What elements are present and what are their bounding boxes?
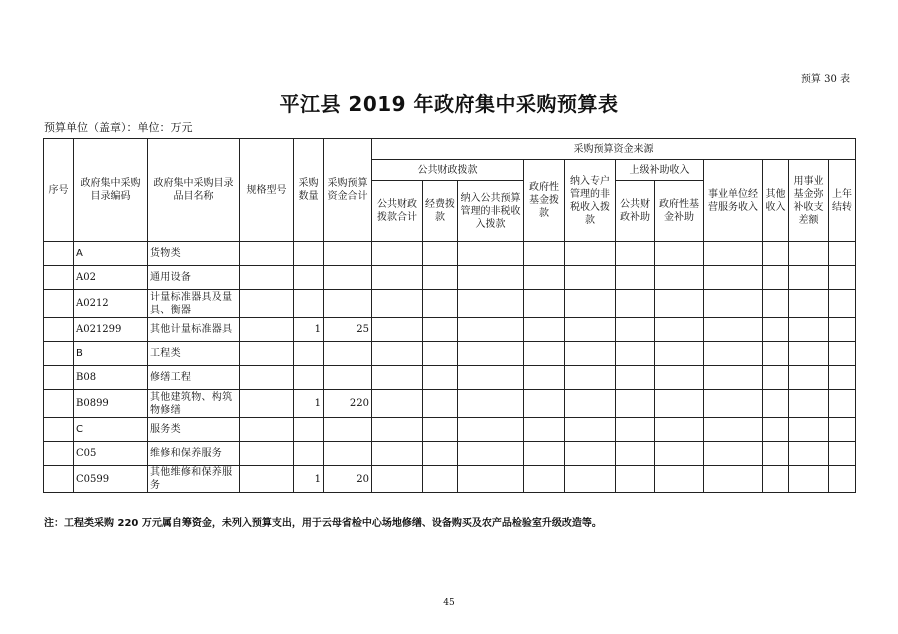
cell-source xyxy=(704,418,763,442)
cell-seq xyxy=(44,290,74,318)
cell-source xyxy=(789,390,829,418)
cell-source xyxy=(789,442,829,466)
table-row xyxy=(44,342,856,366)
cell-source xyxy=(616,390,655,418)
cell-source xyxy=(423,318,458,342)
cell-total xyxy=(324,242,372,266)
cell-total: 20 xyxy=(324,466,372,493)
cell-seq xyxy=(44,342,74,366)
cell-source xyxy=(458,318,524,342)
cell-spec xyxy=(240,318,294,342)
procurement-table xyxy=(43,138,856,493)
cell-source xyxy=(763,242,789,266)
cell-seq xyxy=(44,390,74,418)
cell-source xyxy=(655,366,704,390)
cell-spec xyxy=(240,242,294,266)
cell-source xyxy=(524,318,565,342)
footnote: 注：工程类采购 220 万元属自筹资金，未列入预算支出，用于云母省检中心场地修缮、设备购买及农产品检验室升级改造等。 xyxy=(44,518,602,529)
header-superior-subsidy: 上级补助收入 xyxy=(616,160,704,181)
cell-source xyxy=(458,390,524,418)
cell-source xyxy=(789,418,829,442)
cell-name: 通用设备 xyxy=(148,266,240,290)
cell-source xyxy=(458,366,524,390)
header-seq: 序号 xyxy=(44,139,74,242)
cell-source xyxy=(704,466,763,493)
cell-spec xyxy=(240,442,294,466)
cell-source xyxy=(829,366,856,390)
cell-spec xyxy=(240,266,294,290)
cell-name: 其他建筑物、构筑物修缮 xyxy=(148,390,240,418)
cell-source xyxy=(616,266,655,290)
cell-source xyxy=(616,366,655,390)
cell-name: 其他维修和保养服务 xyxy=(148,466,240,493)
cell-name: 其他计量标准器具 xyxy=(148,318,240,342)
cell-source xyxy=(763,366,789,390)
header-carryover: 上年结转 xyxy=(829,160,856,242)
cell-seq xyxy=(44,418,74,442)
cell-source xyxy=(829,442,856,466)
cell-qty xyxy=(294,242,324,266)
cell-qty: 1 xyxy=(294,390,324,418)
header-operating-fund: 经费拨款 xyxy=(423,181,458,242)
table-row xyxy=(44,318,856,342)
header-source: 采购预算资金来源 xyxy=(372,139,856,160)
cell-source xyxy=(655,342,704,366)
cell-source xyxy=(524,342,565,366)
cell-total xyxy=(324,290,372,318)
cell-seq xyxy=(44,318,74,342)
header-catalog-name: 政府集中采购目录品目名称 xyxy=(148,139,240,242)
cell-source xyxy=(372,290,423,318)
cell-source xyxy=(458,342,524,366)
cell-name: 服务类 xyxy=(148,418,240,442)
table-row xyxy=(44,366,856,390)
cell-source xyxy=(704,318,763,342)
cell-source xyxy=(829,342,856,366)
cell-source xyxy=(423,418,458,442)
cell-source xyxy=(423,466,458,493)
cell-source xyxy=(704,242,763,266)
cell-source xyxy=(372,342,423,366)
cell-source xyxy=(423,390,458,418)
cell-total xyxy=(324,366,372,390)
cell-total: 25 xyxy=(324,318,372,342)
cell-source xyxy=(616,318,655,342)
cell-source xyxy=(655,290,704,318)
cell-source xyxy=(616,290,655,318)
cell-source xyxy=(423,342,458,366)
cell-source xyxy=(458,266,524,290)
cell-source xyxy=(829,390,856,418)
cell-seq xyxy=(44,442,74,466)
cell-total xyxy=(324,342,372,366)
cell-code: C0599 xyxy=(74,466,148,493)
cell-source xyxy=(789,266,829,290)
cell-source xyxy=(763,466,789,493)
page-title: 平江县 2019 年政府集中采购预算表 xyxy=(279,92,619,116)
table-row xyxy=(44,466,856,493)
cell-code: C05 xyxy=(74,442,148,466)
cell-seq xyxy=(44,266,74,290)
cell-source xyxy=(655,318,704,342)
cell-qty xyxy=(294,366,324,390)
cell-source xyxy=(372,442,423,466)
cell-spec xyxy=(240,418,294,442)
cell-total: 220 xyxy=(324,390,372,418)
cell-source xyxy=(565,266,616,290)
cell-source xyxy=(829,290,856,318)
cell-name: 计量标准器具及量具、衡器 xyxy=(148,290,240,318)
header-gov-fund: 政府性基金拨款 xyxy=(524,160,565,242)
cell-source xyxy=(423,290,458,318)
header-spec: 规格型号 xyxy=(240,139,294,242)
cell-spec xyxy=(240,342,294,366)
cell-code: B xyxy=(74,342,148,366)
header-public-subsidy: 公共财政补助 xyxy=(616,181,655,242)
cell-source xyxy=(655,390,704,418)
cell-total xyxy=(324,266,372,290)
cell-source xyxy=(565,318,616,342)
cell-spec xyxy=(240,466,294,493)
cell-source xyxy=(423,366,458,390)
cell-total xyxy=(324,442,372,466)
table-row xyxy=(44,290,856,318)
cell-spec xyxy=(240,390,294,418)
cell-name: 修缮工程 xyxy=(148,366,240,390)
cell-source xyxy=(372,318,423,342)
cell-source xyxy=(372,366,423,390)
cell-source xyxy=(565,242,616,266)
cell-source xyxy=(704,390,763,418)
cell-name: 货物类 xyxy=(148,242,240,266)
cell-source xyxy=(789,290,829,318)
cell-qty: 1 xyxy=(294,466,324,493)
cell-source xyxy=(524,442,565,466)
cell-source xyxy=(763,418,789,442)
header-gov-fund-subsidy: 政府性基金补助 xyxy=(655,181,704,242)
cell-code: A02 xyxy=(74,266,148,290)
cell-source xyxy=(763,442,789,466)
cell-source xyxy=(704,342,763,366)
cell-source xyxy=(789,318,829,342)
cell-source xyxy=(565,290,616,318)
cell-source xyxy=(829,418,856,442)
cell-source xyxy=(524,466,565,493)
cell-source xyxy=(763,390,789,418)
cell-source xyxy=(655,442,704,466)
cell-qty xyxy=(294,290,324,318)
cell-code: C xyxy=(74,418,148,442)
cell-source xyxy=(616,418,655,442)
cell-source xyxy=(423,442,458,466)
cell-source xyxy=(616,442,655,466)
cell-code: B0899 xyxy=(74,390,148,418)
cell-name: 维修和保养服务 xyxy=(148,442,240,466)
header-business-income: 事业单位经营服务收入 xyxy=(704,160,763,242)
cell-source xyxy=(524,242,565,266)
cell-source xyxy=(524,266,565,290)
cell-source xyxy=(789,366,829,390)
cell-code: A0212 xyxy=(74,290,148,318)
cell-source xyxy=(372,242,423,266)
cell-code: A xyxy=(74,242,148,266)
cell-source xyxy=(763,290,789,318)
cell-source xyxy=(616,242,655,266)
cell-source xyxy=(524,290,565,318)
cell-source xyxy=(458,466,524,493)
cell-code: A021299 xyxy=(74,318,148,342)
cell-source xyxy=(655,242,704,266)
cell-source xyxy=(704,266,763,290)
table-row xyxy=(44,242,856,266)
table-row xyxy=(44,442,856,466)
cell-seq xyxy=(44,466,74,493)
header-budget-total: 采购预算资金合计 xyxy=(324,139,372,242)
cell-source xyxy=(829,318,856,342)
cell-source xyxy=(704,366,763,390)
cell-source xyxy=(458,442,524,466)
cell-source xyxy=(372,466,423,493)
cell-source xyxy=(763,318,789,342)
cell-code: B08 xyxy=(74,366,148,390)
cell-source xyxy=(458,290,524,318)
cell-source xyxy=(829,466,856,493)
cell-spec xyxy=(240,290,294,318)
header-fund-cover: 用事业基金弥补收支差额 xyxy=(789,160,829,242)
cell-source xyxy=(423,242,458,266)
header-other-income: 其他收入 xyxy=(763,160,789,242)
cell-qty xyxy=(294,442,324,466)
table-row xyxy=(44,390,856,418)
cell-source xyxy=(372,266,423,290)
cell-source xyxy=(829,242,856,266)
cell-source xyxy=(763,342,789,366)
cell-source xyxy=(829,266,856,290)
cell-source xyxy=(655,466,704,493)
cell-source xyxy=(789,466,829,493)
cell-source xyxy=(565,418,616,442)
header-qty: 采购数量 xyxy=(294,139,324,242)
cell-source xyxy=(655,418,704,442)
cell-source xyxy=(565,442,616,466)
table-row xyxy=(44,266,856,290)
page-number: 45 xyxy=(443,598,455,608)
table-body xyxy=(44,242,856,493)
cell-qty xyxy=(294,418,324,442)
cell-source xyxy=(524,390,565,418)
cell-seq xyxy=(44,242,74,266)
cell-name: 工程类 xyxy=(148,342,240,366)
cell-source xyxy=(565,342,616,366)
cell-source xyxy=(704,290,763,318)
cell-source xyxy=(458,418,524,442)
cell-qty xyxy=(294,342,324,366)
cell-source xyxy=(458,242,524,266)
cell-source xyxy=(704,442,763,466)
cell-spec xyxy=(240,366,294,390)
header-public-fiscal: 公共财政拨款 xyxy=(372,160,524,181)
cell-source xyxy=(565,390,616,418)
cell-qty xyxy=(294,266,324,290)
cell-source xyxy=(423,266,458,290)
cell-total xyxy=(324,418,372,442)
cell-source xyxy=(789,342,829,366)
cell-source xyxy=(524,418,565,442)
cell-source xyxy=(524,366,565,390)
unit-label: 预算单位（盖章）：单位：万元 xyxy=(44,121,193,134)
cell-qty: 1 xyxy=(294,318,324,342)
cell-source xyxy=(655,266,704,290)
header-nontax-in-budget: 纳入公共预算管理的非税收入拨款 xyxy=(458,181,524,242)
cell-source xyxy=(565,366,616,390)
header-special-nontax: 纳入专户管理的非税收入拨款 xyxy=(565,160,616,242)
cell-source xyxy=(372,418,423,442)
cell-source xyxy=(616,466,655,493)
cell-seq xyxy=(44,366,74,390)
table-row xyxy=(44,418,856,442)
table-number: 预算 30 表 xyxy=(800,74,850,85)
cell-source xyxy=(763,266,789,290)
cell-source xyxy=(372,390,423,418)
header-public-fiscal-total: 公共财政拨款合计 xyxy=(372,181,423,242)
header-catalog-code: 政府集中采购目录编码 xyxy=(74,139,148,242)
cell-source xyxy=(565,466,616,493)
cell-source xyxy=(616,342,655,366)
cell-source xyxy=(789,242,829,266)
